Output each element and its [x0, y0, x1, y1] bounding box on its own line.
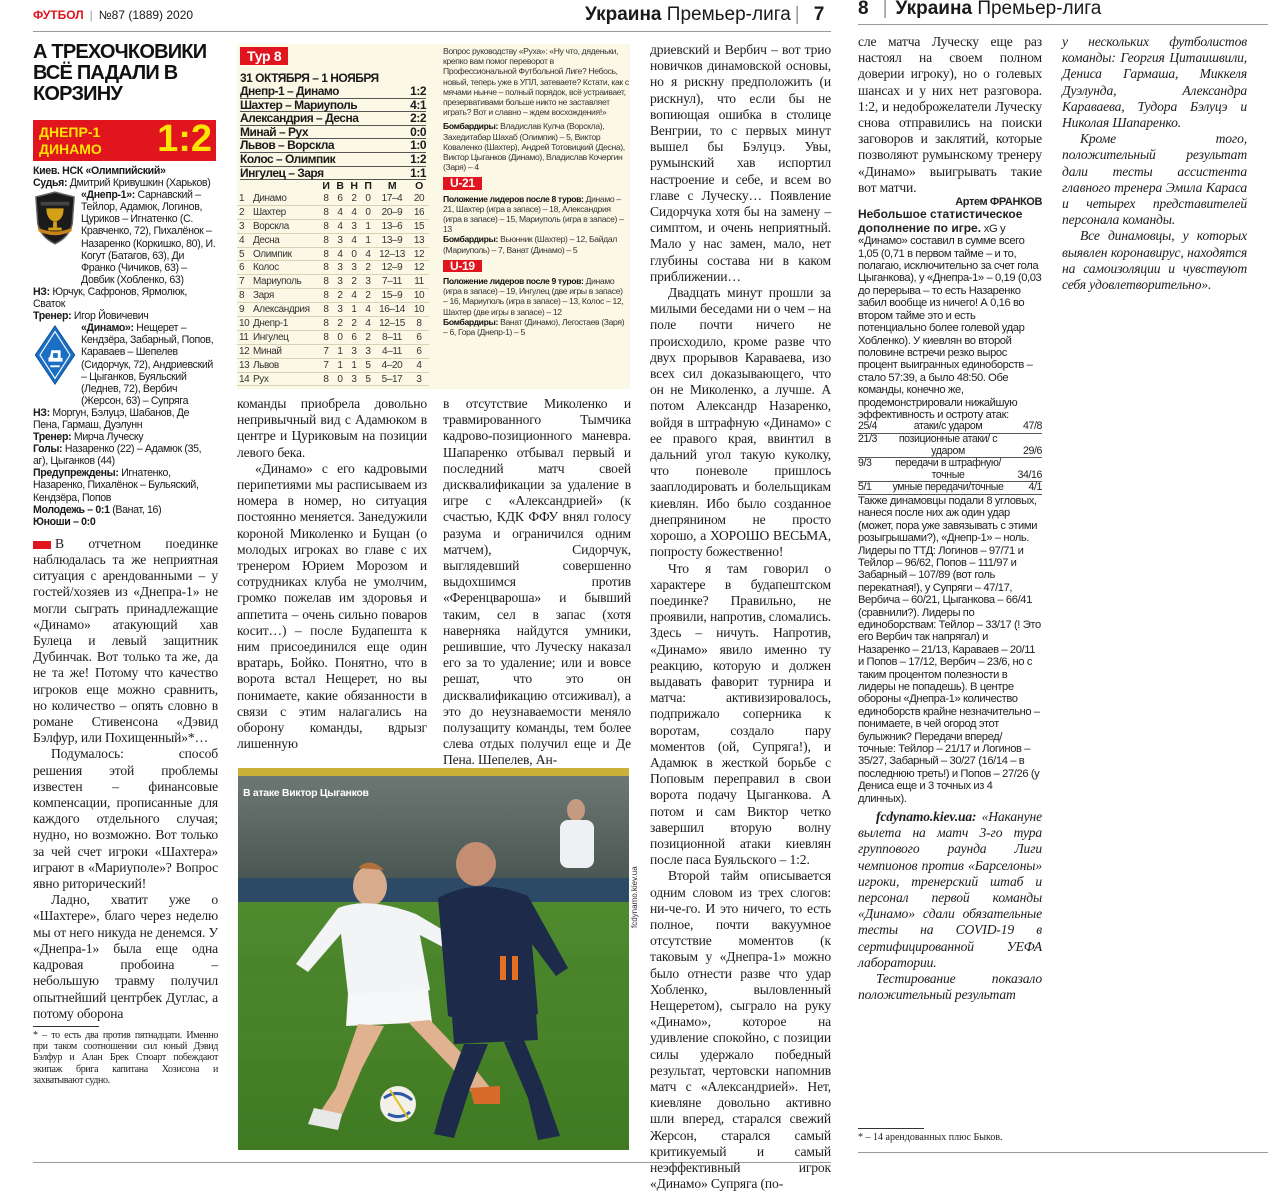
table-row: [237, 330, 429, 344]
result-match: Днепр-1 – Динамо: [240, 84, 339, 98]
table-cell: 3: [361, 344, 375, 358]
table-cell: 2: [347, 275, 361, 289]
table-team: Заря: [253, 289, 319, 303]
footnote-rule: [33, 1026, 99, 1027]
table-cell: 8: [319, 205, 333, 219]
table-row: [237, 372, 429, 386]
goals: Назаренко (22) – Адамюк (35, аг), Цыганков (44): [33, 443, 202, 468]
table-cell: 4: [361, 317, 375, 331]
table-position: 10: [237, 317, 253, 331]
page8-left-column: [858, 34, 1042, 1004]
table-team: Шахтер: [253, 205, 319, 219]
table-cell: 16: [409, 205, 429, 219]
article-paragraph: команды приобрела довольно непривычный вид с Адамюком в центре и Цуриковым на позиции левого бека.: [237, 396, 427, 460]
result-match: Александрия – Десна: [240, 111, 359, 126]
header-divider: |: [882, 0, 888, 19]
article-paragraph: «Динамо» с его кадровыми перипетиями мы расписываем из номера в номер, но ситуация постоянно меняется. Занедужили короной Миколенко и Бущан (о молодых игроках во главе с их тренером Юрием Морозом и сотрудниках клуба не умолчим, громко пожелав им здоровья и аппетита – очень сильно поваров косит…) – после Будапешта к ним присоединился еще один вратарь, Бойко. Понятно, что в ворота встал Нещерет, но вы понимаете, какие обязанности в связи с этим налагались на оборону команды, вдрызг лишенную: [237, 460, 427, 752]
dnipro-1-crest-icon: [33, 191, 77, 245]
home-team: ДНЕПР-1: [39, 124, 101, 140]
stat-dynamo: 4/1: [1008, 482, 1042, 495]
u21-leaders: Положение лидеров после 8 туров: Динамо – 21, Шахтер (игра в запасе) – 18, Александрия (игра в запасе) – 15, Мариуполь (игра в запасе) – 13: [443, 193, 624, 235]
stat-label: умные передачи/точные: [888, 482, 1008, 495]
result-score: 1:2: [410, 151, 426, 166]
article-column-5: [858, 34, 1042, 196]
covid-paragraph: у нескольких футболистов команды: Георгия Цитаишвили, Дениса Гармаша, Миккеля Дуэлунда, Александра Караваева, Тудора Бэлуцэ и Николая Шапаренко.: [1062, 34, 1247, 131]
table-row: [237, 233, 429, 247]
table-team: Мариуполь: [253, 275, 319, 289]
table-cell: 7: [319, 344, 333, 358]
table-row: [237, 358, 429, 372]
paragraph-marker-icon: [33, 541, 51, 549]
table-cell: 1: [361, 233, 375, 247]
stat-label: позиционные атаки/ с ударом: [888, 433, 1008, 457]
result-row: [240, 139, 426, 153]
away-subs: Моргун, Бэлуцэ, Шабанов, Де Пена, Гармаш, Дуэлунн: [33, 406, 190, 431]
stat-dnipro: 5/1: [858, 482, 888, 495]
covid-paragraph: fcdynamo.kiev.ua: «Накануне вылета на матч 3-го тура группового раунда Лиги чемпионов против «Барселоны» игроки, тренерский штаб и персонал первой команды «Динамо» сдали обязательные тесты на COVID-19 в сертифицированной УЕФА лаборатории.: [858, 809, 1042, 970]
table-row: [237, 261, 429, 275]
table-cell: 8: [409, 317, 429, 331]
table-cell: 2: [347, 192, 361, 205]
table-cell: 0: [347, 247, 361, 261]
covid-paragraph: Все динамовцы, у которых выявлен коронавирус, находятся на самоизоляции и чувствуют себя удовлетворительно».: [1062, 228, 1247, 293]
table-row: [237, 344, 429, 358]
referee: Дмитрий Кривушкин (Харьков): [69, 177, 211, 190]
away-lineup: Нещерет – Кендзёра, Забарный, Попов, Караваев – Шепелев (Сидорчук, 72), Андриевский – Цыганков, Буяльский (Леднев, 72), Вербич (Жерсон, 63) – Супряга: [81, 322, 214, 407]
table-header-cell: И: [322, 180, 330, 192]
score-teams: [39, 124, 102, 158]
table-row: [237, 317, 429, 331]
stat-dnipro: 21/3: [858, 433, 888, 457]
covid-note-right: [1062, 34, 1247, 293]
away-coach: Мирча Луческу: [73, 431, 144, 444]
away-lineup-label: «Динамо»:: [81, 322, 134, 335]
table-team: Динамо: [253, 192, 319, 205]
table-cell: 8: [319, 247, 333, 261]
table-cell: 5: [361, 372, 375, 386]
table-position: 6: [237, 261, 253, 275]
table-row: [237, 289, 429, 303]
table-cell: 5: [361, 358, 375, 372]
away-subs-label: НЗ:: [33, 406, 50, 419]
table-cell: 12–13: [375, 247, 409, 261]
result-row: [240, 112, 426, 126]
result-score: 1:0: [410, 138, 426, 153]
section-league: Премьер-лига: [977, 0, 1102, 19]
table-team: Колос: [253, 261, 319, 275]
table-cell: 4: [347, 205, 361, 219]
table-cell: 15: [409, 219, 429, 233]
section-country: Украина: [585, 4, 662, 25]
home-coach-label: Тренер:: [33, 310, 72, 323]
table-cell: 2: [361, 261, 375, 275]
stat-label: передачи в штрафную/ точные: [888, 458, 1008, 482]
table-position: 14: [237, 372, 253, 386]
round-tag: Тур 8: [240, 47, 288, 66]
match-report: [33, 165, 218, 1086]
article-paragraph: Что я там говорил о характере в будапештском поединке? Правильно, не проявили, напротив, сломались. Здесь – ничуть. Напротив, «Динамо» явило именно ту реакцию, которую и должен выдавать фаворит турнира и матча: активизировалось, подприжало соперника к воротам, создало пару моментов (ой, Супряга!), и Адамюк в жесткой борьбе с Поповым переправил в свои ворота подачу Цыганкова. А потом и сам Виктор четко завершил вторую волну позиционной атаки киевлян после паса Буяльского – 1:2.: [650, 560, 831, 868]
table-cell: 6: [409, 344, 429, 358]
article-column-2: [237, 396, 427, 752]
table-cell: 8: [319, 303, 333, 317]
photo-credit: fcdynamo.kiev.ua: [630, 866, 639, 928]
result-match: Львов – Ворскла: [240, 138, 335, 153]
result-score: 4:1: [410, 97, 426, 112]
table-row: [237, 205, 429, 219]
table-position: 8: [237, 289, 253, 303]
table-cell: 4–20: [375, 358, 409, 372]
section-league: Премьер-лига: [666, 4, 791, 25]
table-cell: 8: [319, 317, 333, 331]
footnote-2: * – 14 арендованных плюс Быков.: [858, 1132, 1003, 1143]
table-position: 1: [237, 192, 253, 205]
stats-row: [858, 433, 1042, 457]
match-photo: [238, 768, 629, 1150]
table-header-cell: Н: [350, 180, 358, 192]
table-header-cell: О: [415, 180, 423, 192]
score-box: [33, 120, 216, 161]
table-cell: 13–9: [375, 233, 409, 247]
table-cell: 1: [347, 358, 361, 372]
table-cell: 20: [409, 192, 429, 205]
table-team: Рух: [253, 372, 319, 386]
table-cell: 3: [347, 219, 361, 233]
table-cell: 3: [333, 303, 347, 317]
youth-scorer: (Ванат, 16): [112, 503, 162, 516]
stat-dynamo: 29/6: [1008, 433, 1042, 457]
result-row: [240, 99, 426, 113]
table-cell: 6: [333, 192, 347, 205]
stat-label: атаки/с ударом: [888, 421, 1008, 433]
page-number-8: 8: [858, 0, 869, 19]
table-cell: 2: [361, 289, 375, 303]
table-cell: 12–15: [375, 317, 409, 331]
stats-row: [858, 482, 1042, 495]
table-cell: 3: [361, 275, 375, 289]
table-cell: 8–11: [375, 330, 409, 344]
result-score: 1:1: [410, 165, 426, 180]
table-cell: 8: [319, 289, 333, 303]
table-row: [237, 219, 429, 233]
table-cell: 8: [319, 219, 333, 233]
article-paragraph: сле матча Луческу еще раз настоял на своем полном доверии игроку), но о голевых шансах и у них нет разговора. 1:2, и недоброжелатели Луческу снова отправились на поиски заговоров и заклятий, которые позволяют румынскому тренеру «Динамо» выигрывать такие вот матчи.: [858, 34, 1042, 195]
away-team: ДИНАМО: [39, 141, 102, 157]
table-cell: 0: [361, 192, 375, 205]
footnote-rule: [858, 1128, 924, 1129]
table-cell: 8: [319, 192, 333, 205]
table-cell: 4: [333, 247, 347, 261]
youth-score: Молодежь – 0:1: [33, 503, 110, 516]
table-position: 12: [237, 344, 253, 358]
home-subs: Юрчук, Сафронов, Ярмолюк, Сваток: [33, 285, 187, 311]
article-paragraph: В отчетном поединке наблюдалась та же неприятная ситуация с арендованными – у гостей/хозяев из «Днепра-1» не могли сыграть принадлежащие «Динамо» атакующий хав Булеца и левый защитник Дубинчак. Вот только та же, да не та же! Потому что качество игроков еще можно сравнить, но количество – опять словно в романе Стивенсона «Дэвид Бэлфур, или Похищенный»*…: [33, 535, 218, 746]
table-team: Львов: [253, 358, 319, 372]
table-team: Олимпик: [253, 247, 319, 261]
page-number-7: 7: [813, 4, 825, 25]
header-divider: |: [89, 8, 93, 22]
u21-scorers: Бомбардиры: Вьюнник (Шахтер) – 12, Байдал (Мариуполь) – 7, Ванат (Динамо) – 5: [443, 234, 617, 255]
table-cell: 1: [347, 303, 361, 317]
cards: Игнатенко, Назаренко, Пихалёнок – Бульяский, Кендзёра, Попов: [33, 467, 199, 504]
stats-row: [858, 458, 1042, 482]
round-date: 31 ОКТЯБРЯ – 1 НОЯБРЯ: [240, 71, 379, 85]
article-headline: А ТРЕХОЧКОВИКИ ВСЁ ПАДАЛИ В КОРЗИНУ: [33, 41, 207, 105]
table-cell: 4: [333, 205, 347, 219]
article-paragraph: Ладно, хватит уже о «Шахтере», благо через неделю мы от него никуда не денемся. У «Днепра-1» была еще одна кадровая пробоина – небольшую травму получил опытнейший центрбек Дуглас, а потому оборона: [33, 892, 218, 1021]
article-author: Артем ФРАНКОВ: [955, 196, 1042, 209]
table-team: Десна: [253, 233, 319, 247]
result-row: [240, 153, 426, 167]
table-cell: 6: [347, 330, 361, 344]
article-paragraph: в отсутствие Миколенко и травмированного Тымчика кадрово-позиционного маневра. Шапаренко отбывал первый и последний матч своей дисквалификации за удаление в игре с «Александрией» (к счастью, КДК ФФУ внял голосу разума и ограничился одним матчем), Сидорчук, выглядевший совершенно выдохшимся против «Ференцвароша» и бывший таким, сел в запас (хотя наверняка найдутся умники, решившие, что Луческу наказал его за то удаление; или и вовсе решат, что это он дисквалификацию отсиживал), а это до неузнаваемости меняло полузащиту команды, тем более слева отдых получил еще и Де Пена. Шепелев, Ан-: [443, 396, 631, 768]
table-cell: 0: [361, 205, 375, 219]
table-position: 7: [237, 275, 253, 289]
table-cell: 0: [333, 372, 347, 386]
u21-tag: U-21: [443, 177, 482, 189]
table-team: Минай: [253, 344, 319, 358]
rukh-question: Вопрос руководству «Руха»: «Ну что, дяденьки, крепко вам помог переворот в Профессиональной Футбольной Лиге? Небось, новый, теперь уже в УПЛ, затеваете? Кстати, как с мячами нынче – полный порядок, всё устраивает, презервативами больше никто не заставляет играть? Вот и славно – ждем восхождения!»: [443, 46, 629, 118]
result-score: 1:2: [410, 84, 426, 98]
goals-label: Голы:: [33, 443, 63, 456]
table-cell: 3: [333, 233, 347, 247]
table-row: [237, 303, 429, 317]
table-cell: 20–9: [375, 205, 409, 219]
table-position: 13: [237, 358, 253, 372]
table-cell: 3: [347, 261, 361, 275]
table-cell: 11: [409, 275, 429, 289]
u19-tag: U-19: [443, 260, 482, 272]
table-cell: 1: [333, 358, 347, 372]
stats-intro: Небольшое статистическое дополнение по игре. xG у «Динамо» составил в сумме всего 1,05 (0,71 в первом тайме – и то, полагаю, исключительно за счет гола Цыганкова), у «Днепра-1» – 0,19 (0,03 до перерыва – то есть Назаренко забил вообще из ничего! А 0,16 во втором тайме это и есть потенциально более голевой удар Хобленко). У киевлян во второй половине встречи резко вырос процент выигранных единоборств – стало 57:39, а было 48:50. Обе команды, конечно же, продемонстрировали нижайшую эффективность и остроту атак:: [858, 207, 1042, 421]
table-cell: 6: [409, 330, 429, 344]
table-cell: 7: [319, 358, 333, 372]
table-cell: 12–9: [375, 261, 409, 275]
league-table: [237, 180, 429, 386]
stats-addendum: [858, 196, 1042, 805]
table-team: Ингулец: [253, 330, 319, 344]
table-cell: 4: [361, 303, 375, 317]
table-cell: 13: [409, 233, 429, 247]
table-cell: 4–11: [375, 344, 409, 358]
result-row: [240, 126, 426, 140]
table-header-cell: [253, 180, 319, 192]
table-cell: 8: [319, 275, 333, 289]
final-score: 1:2: [157, 118, 212, 160]
table-cell: 5–17: [375, 372, 409, 386]
table-header-cell: М: [387, 180, 397, 192]
header-divider: |: [794, 4, 800, 25]
u19-leaders: Положение лидеров после 9 туров: Динамо (игра в запасе) – 19, Ингулец (две игры в запасе) – 16, Мариуполь (игра в запасе) – 13, Колос – 12, Шахтер (две игры в запасе) – 12: [443, 276, 624, 317]
article-paragraph: Подумалось: способ решения этой проблемы известен – финансовые компенсации, прописанные для каждого отдельного случая; нудно, но возможно. Вот только за чей счет игроки «Шахтера» играют в «Мариуполе»? Вопрос явно риторический!: [33, 746, 218, 892]
table-team: Александрия: [253, 303, 319, 317]
article-column-4: [650, 42, 831, 1192]
table-cell: 8: [319, 261, 333, 275]
table-position: 11: [237, 330, 253, 344]
table-cell: 3: [409, 372, 429, 386]
table-cell: 10: [409, 303, 429, 317]
page-header-section-right: [858, 0, 1101, 20]
table-cell: 2: [333, 289, 347, 303]
covid-note-left: [858, 809, 1042, 1003]
result-match: Минай – Рух: [240, 124, 309, 139]
footer-rule-right: [858, 1152, 1268, 1153]
table-cell: 13–6: [375, 219, 409, 233]
stat-dnipro: 25/4: [858, 421, 888, 433]
table-team: Ворскла: [253, 219, 319, 233]
table-cell: 2: [347, 317, 361, 331]
table-position: 3: [237, 219, 253, 233]
table-cell: 4: [361, 247, 375, 261]
article-paragraph: дриевский и Вербич – вот трио новичков динамовской основы, но я рискну предположить (и рискнул), что если бы не вопиющая ошибка в столице Венгрии, то с первых минут вышел бы Бэлуцэ. Увы, румынский хав испортил настроение и себе, и всем во главе с Луческу… Появление Сидорчука хотя бы на замену – симптом, и очень неприятный. Мало у нас замен, мало, нет глубины состава ни в каком приближении…: [650, 42, 831, 284]
table-cell: 7–11: [375, 275, 409, 289]
table-cell: 4: [333, 219, 347, 233]
stats-row: [858, 421, 1042, 433]
table-team: Днепр-1: [253, 317, 319, 331]
stat-dynamo: 34/16: [1008, 458, 1042, 482]
table-position: 5: [237, 247, 253, 261]
table-cell: 1: [333, 344, 347, 358]
table-cell: 3: [333, 275, 347, 289]
home-coach: Игор Йовичевич: [73, 310, 149, 323]
referee-label: Судья:: [33, 177, 68, 190]
result-row: [240, 167, 426, 181]
stats-outro: Также динамовцы подали 8 угловых, нанеся после них аж один удар (может, пора уже завязывать с этими розыгрышами?), «Днепр-1» – ноль. Лидеры по ТТД: Логинов – 97/71 и Тейлор – 96/62, Попов – 111/97 и Забарный – 107/89 (вот голь перекатная!), у Супряги – 47/17, Вербича – 60/21, Цыганкова – 66/41 (сравнили?). Лидеры по единоборствам: Тейлор – 33/17 (! Это его Вербич так напрягал) и Назаренко – 21/13, Караваев – 20/11 и Попов – 17/12, Вербич – 23/6, но с таким процентом полезности в лидеры не попадешь). В центре обороны «Днепра-1» количество единоборств крайне незначительно – понимаете, в чей огород этот булыжник? Передачи вперед/ точные: Тейлор – 21/17 и Логинов – 35/27, Забарный – 30/27 (16/14 – в последнюю треть!) и Попов – 27/26 (у Дениса еще и 3 точных из 4 длинных).: [858, 494, 1041, 805]
football-action-photo-icon: [238, 768, 629, 1150]
result-match: Ингулец – Заря: [240, 165, 324, 180]
newspaper-brand: ФУТБОЛ: [33, 8, 84, 22]
issue-number: №87 (1889) 2020: [98, 8, 194, 22]
article-column-3: [443, 396, 631, 769]
covid-paragraph: Тестирование показало положительный результат: [858, 971, 1042, 1003]
table-row: [237, 247, 429, 261]
table-header-cell: [237, 180, 253, 192]
table-cell: 17–4: [375, 192, 409, 205]
table-cell: 3: [347, 372, 361, 386]
table-cell: 15–9: [375, 289, 409, 303]
result-match: Шахтер – Мариуполь: [240, 97, 358, 112]
header-rule-right: [858, 24, 1268, 25]
top-scorers: Бомбардиры: Владислав Кулча (Ворскла), Захедитабар Шахаб (Олимпик) – 5, Виктор Коваленко (Шахтер), Андрей Тотовицкий (Десна), Виктор Цыганков (Динамо), Владислав Кочергин (Заря) – 4: [443, 121, 625, 173]
u19-scorers: Бомбардиры: Ванат (Динамо), Легостаев (Заря) – 6, Гора (Днепр-1) – 5: [443, 316, 625, 338]
table-cell: 4: [409, 358, 429, 372]
home-subs-label: НЗ:: [33, 285, 50, 298]
table-cell: 3: [347, 344, 361, 358]
table-cell: 10: [409, 289, 429, 303]
table-cell: 3: [333, 261, 347, 275]
round-results: [240, 85, 426, 180]
table-row: [237, 192, 429, 205]
stat-dnipro: 9/3: [858, 458, 888, 482]
away-coach-label: Тренер:: [33, 431, 72, 444]
table-position: 4: [237, 233, 253, 247]
home-lineup-label: «Днепр-1»:: [81, 189, 135, 202]
table-cell: 8: [319, 233, 333, 247]
table-header-cell: П: [364, 180, 372, 192]
photo-caption: В атаке Виктор Цыганков: [243, 787, 369, 799]
league-table-header: [237, 180, 429, 192]
result-row: [240, 85, 426, 99]
table-cell: 16–14: [375, 303, 409, 317]
cards-label: Предупреждены:: [33, 467, 119, 480]
juniors-score: Юноши – 0:0: [33, 515, 96, 528]
stat-dynamo: 47/8: [1008, 421, 1042, 433]
table-position: 9: [237, 303, 253, 317]
venue: Киев. НСК «Олимпийский»: [33, 165, 166, 177]
home-lineup: Сарнавский – Тейлор, Адамюк, Логинов, Цуриков – Игнатенко (С. Кравченко, 72), Пихалёнок – Назаренко (Коркишко, 80), И. Когут (Батагов, 63), Ди Франко (Чичиков, 63) – Довбик (Хобленко, 63): [81, 189, 216, 286]
result-match: Колос – Олимпик: [240, 151, 336, 166]
table-header-cell: В: [336, 180, 344, 192]
article-paragraph: Двадцать минут прошли за милыми беседами ни о чем – на поле почти ничего не происходило, кроме разве что двух прорывов Караваева, изо всех сил доказывающего, что он не Миколенко, а лучше. А потом Александр Назаренко, войдя в штрафную «Динамо» с ее правого края, ввинтил в дальний угол такую куколку, что поневоле пришлось зааплодировать и болельщикам киевлян. Ибо было созданное днепрянином не просто хорошо, а ХОРОШО ВЕСЬМА, попросту божественно!: [650, 285, 831, 560]
table-cell: 2: [333, 317, 347, 331]
footnote-1: * – то есть два против пятнадцати. Именно при таком соотношении сил юный Дэвид Бэлфур и Алан Брек Стюарт побеждают экипаж брига капитана Хозисона и захватывают судно.: [33, 1029, 218, 1086]
table-cell: 12: [409, 261, 429, 275]
article-paragraph: Второй тайм описывается одним словом из трех слогов: ни-че-го. И это ничего, то есть полное, почти вакуумное отсутствие моментов (к таковым у «Днепра-1» можно было отнести разве что удар Хобленко, выловленный Нещеретом), сыграло на руку «Динамо», которое на удивление спокойно, с позиции силы удержало победный результат, чертовски напомнив матч с «Александрией». Нет, киевляне довольно активно шли вперед, старался свежий Жерсон, старался самый критикуемый и самый неэффективный игрок «Динамо» Супряга (по-: [650, 868, 831, 1192]
round-sidebar: [443, 46, 629, 341]
covid-paragraph: Кроме того, положительный результат дали тесты ассистента главного тренера Эмила Караса и четырех представителей персонала команды.: [1062, 131, 1247, 228]
table-cell: 8: [319, 372, 333, 386]
result-score: 2:2: [410, 111, 426, 126]
page-header-left: [33, 8, 193, 22]
table-cell: 12: [409, 247, 429, 261]
table-cell: 8: [319, 330, 333, 344]
header-rule-left: [33, 31, 831, 32]
section-country: Украина: [895, 0, 973, 19]
result-score: 0:0: [410, 124, 426, 139]
table-cell: 1: [361, 219, 375, 233]
page-header-section: [585, 4, 824, 26]
table-position: 2: [237, 205, 253, 219]
attack-stats-table: [858, 421, 1042, 495]
table-cell: 2: [361, 330, 375, 344]
table-row: [237, 275, 429, 289]
table-cell: 4: [347, 233, 361, 247]
dynamo-kyiv-crest-icon: [33, 324, 77, 386]
covid-source: fcdynamo.kiev.ua:: [876, 809, 977, 825]
table-cell: 4: [347, 289, 361, 303]
article-column-1: [33, 536, 218, 1022]
table-cell: 0: [333, 330, 347, 344]
